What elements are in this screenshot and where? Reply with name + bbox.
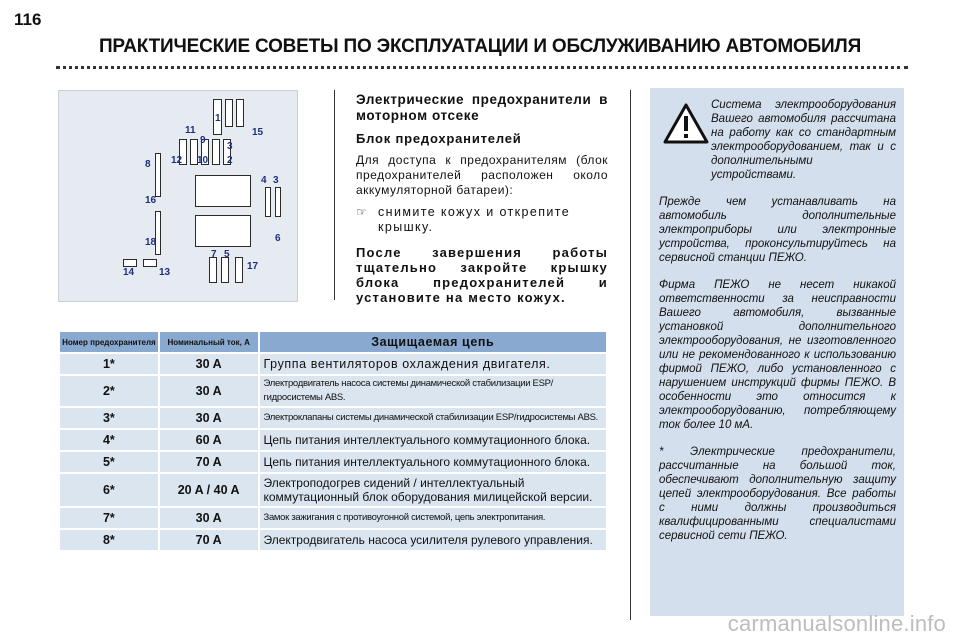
- fuse-circuit: Замок зажигания с противоугонной системой, цепь электропитания.: [259, 507, 608, 529]
- table-row: [59, 375, 607, 407]
- warning-note-box: [650, 88, 904, 616]
- table-row: [59, 429, 607, 451]
- fuse-circuit: Электродвигатель насоса усилителя рулевого управления.: [259, 529, 608, 551]
- column-header: Защищаемая цепь: [259, 331, 608, 353]
- fuse-slot: [265, 187, 271, 217]
- column-divider-left: [334, 90, 335, 300]
- fuse-slot: [236, 99, 244, 127]
- fuse-label: 3: [227, 141, 233, 152]
- fuse-label: 12: [171, 155, 183, 166]
- fuse-number: 2*: [59, 375, 159, 407]
- fuse-label: 14: [123, 267, 135, 278]
- fuse-rating: 30 A: [159, 507, 259, 529]
- fuse-rating: 20 A / 40 A: [159, 473, 259, 507]
- fuse-slot: [225, 99, 233, 127]
- fuse-slot: [212, 139, 220, 165]
- column-divider-right: [630, 90, 631, 620]
- fuse-slot: [209, 257, 217, 283]
- instruction-bullet: [356, 205, 608, 235]
- fuse-box-diagram: [58, 90, 298, 302]
- note-paragraph: Фирма ПЕЖО не несет никакой ответственности за неисправности Вашего автомобиля, вызванные установкой дополнительного электрооборудования, не изготовленного или не рекомендованного к использованию фирмой ПЕЖО, либо установленного с нарушением инструкций фирмы ПЕЖО. В особенности это относится к электрооборудованию, потребляющему ток более 10 мА.: [659, 279, 896, 431]
- fuse-rating: 30 A: [159, 407, 259, 429]
- fuse-label: 7: [211, 249, 217, 260]
- fuse-rating: 60 A: [159, 429, 259, 451]
- fuse-label: 9: [200, 135, 206, 146]
- table-row: [59, 529, 607, 551]
- watermark: carmanualsonline.info: [727, 611, 946, 636]
- table-row: [59, 507, 607, 529]
- fuse-table: [58, 330, 608, 552]
- fuse-slot: [275, 187, 281, 217]
- table-row: [59, 451, 607, 473]
- section-subheading: Блок предохранителей: [356, 131, 522, 146]
- fuse-label: 8: [145, 159, 151, 170]
- fuse-number: 1*: [59, 353, 159, 375]
- fuse-number: 8*: [59, 529, 159, 551]
- fuse-label: 2: [227, 155, 233, 166]
- fuse-rating: 30 A: [159, 353, 259, 375]
- column-header: Номер предохранителя: [59, 331, 159, 353]
- fuse-number: 7*: [59, 507, 159, 529]
- fuse-number: 6*: [59, 473, 159, 507]
- table-row: [59, 473, 607, 507]
- fuse-rating: 30 A: [159, 375, 259, 407]
- intro-text: Для доступа к предохранителям (блок предохранителей расположен около аккумуляторной батареи):: [356, 153, 608, 197]
- note-paragraph: * Электрические предохранители, рассчитанные на большой ток, обеспечивают дополнительную защиту цепей электрооборудования. Все работы с ними должны производиться квалифицированными специалистами сервисной сети ПЕЖО.: [659, 446, 896, 542]
- title-divider: [56, 66, 908, 69]
- table-row: [59, 407, 607, 429]
- bullet-text: снимите кожух и открепите крышку.: [378, 205, 571, 234]
- fuse-slot: [155, 211, 161, 255]
- fuse-circuit: Группа вентиляторов охлаждения двигателя.: [259, 353, 608, 375]
- fuse-circuit: Электроподогрев сидений / интеллектуальный коммутационный блок оборудования милицейской версии.: [259, 473, 608, 507]
- fuse-slot: [123, 259, 137, 267]
- fuse-circuit: Электроклапаны системы динамической стабилизации ESP/гидросистемы ABS.: [259, 407, 608, 429]
- table-header-row: [59, 331, 607, 353]
- fuse-number: 5*: [59, 451, 159, 473]
- fuse-label: 18: [145, 237, 157, 248]
- page-number: 116: [14, 10, 42, 29]
- relay-block: [195, 175, 251, 207]
- fuse-label: 4: [261, 175, 267, 186]
- fuse-label: 1: [215, 113, 221, 124]
- fuse-rating: 70 A: [159, 451, 259, 473]
- fuse-circuit: Цепь питания интеллектуального коммутационного блока.: [259, 429, 608, 451]
- column-header: Номинальный ток, А: [159, 331, 259, 353]
- fuse-label: 6: [275, 233, 281, 244]
- fuse-number: 4*: [59, 429, 159, 451]
- fuse-label: 17: [247, 261, 259, 272]
- fuse-slot: [235, 257, 243, 283]
- fuse-circuit: Электродвигатель насоса системы динамической стабилизации ESP/гидросистемы ABS.: [259, 375, 608, 407]
- table-row: [59, 353, 607, 375]
- fuse-number: 3*: [59, 407, 159, 429]
- note-paragraph: Система электрооборудования Вашего автомобиля рассчитана на работу как со стандартным электрооборудованием, так и с дополнительными устройствами.: [711, 99, 896, 181]
- fuse-rating: 70 A: [159, 529, 259, 551]
- section-heading: Электрические предохранители в моторном отсеке: [356, 92, 608, 123]
- fuse-label: 13: [159, 267, 171, 278]
- relay-block: [195, 215, 251, 247]
- fuse-label: 11: [185, 125, 196, 136]
- page-title: ПРАКТИЧЕСКИЕ СОВЕТЫ ПО ЭКСПЛУАТАЦИИ И ОБСЛУЖИВАНИЮ АВТОМОБИЛЯ: [98, 36, 862, 57]
- fuse-slot: [143, 259, 157, 267]
- closing-instruction: После завершения работы тщательно закройте крышку блока предохранителей и установите на место кожух.: [356, 245, 608, 305]
- fuse-slot: [155, 153, 161, 197]
- fuse-label: 3: [273, 175, 279, 186]
- fuse-access-instructions: [356, 92, 608, 305]
- note-paragraph: Прежде чем устанавливать на автомобиль дополнительные электроприборы или электронные устройства, проконсультируйтесь на сервисной станции ПЕЖО.: [659, 196, 896, 264]
- fuse-label: 16: [145, 195, 157, 206]
- fuse-label: 5: [224, 249, 230, 260]
- fuse-circuit: Цепь питания интеллектуального коммутационного блока.: [259, 451, 608, 473]
- pointing-hand-icon: ☞: [356, 205, 369, 219]
- fuse-slot: [221, 257, 229, 283]
- fuse-label: 15: [252, 127, 264, 138]
- fuse-label: 10: [197, 155, 209, 166]
- note-text: [659, 98, 896, 556]
